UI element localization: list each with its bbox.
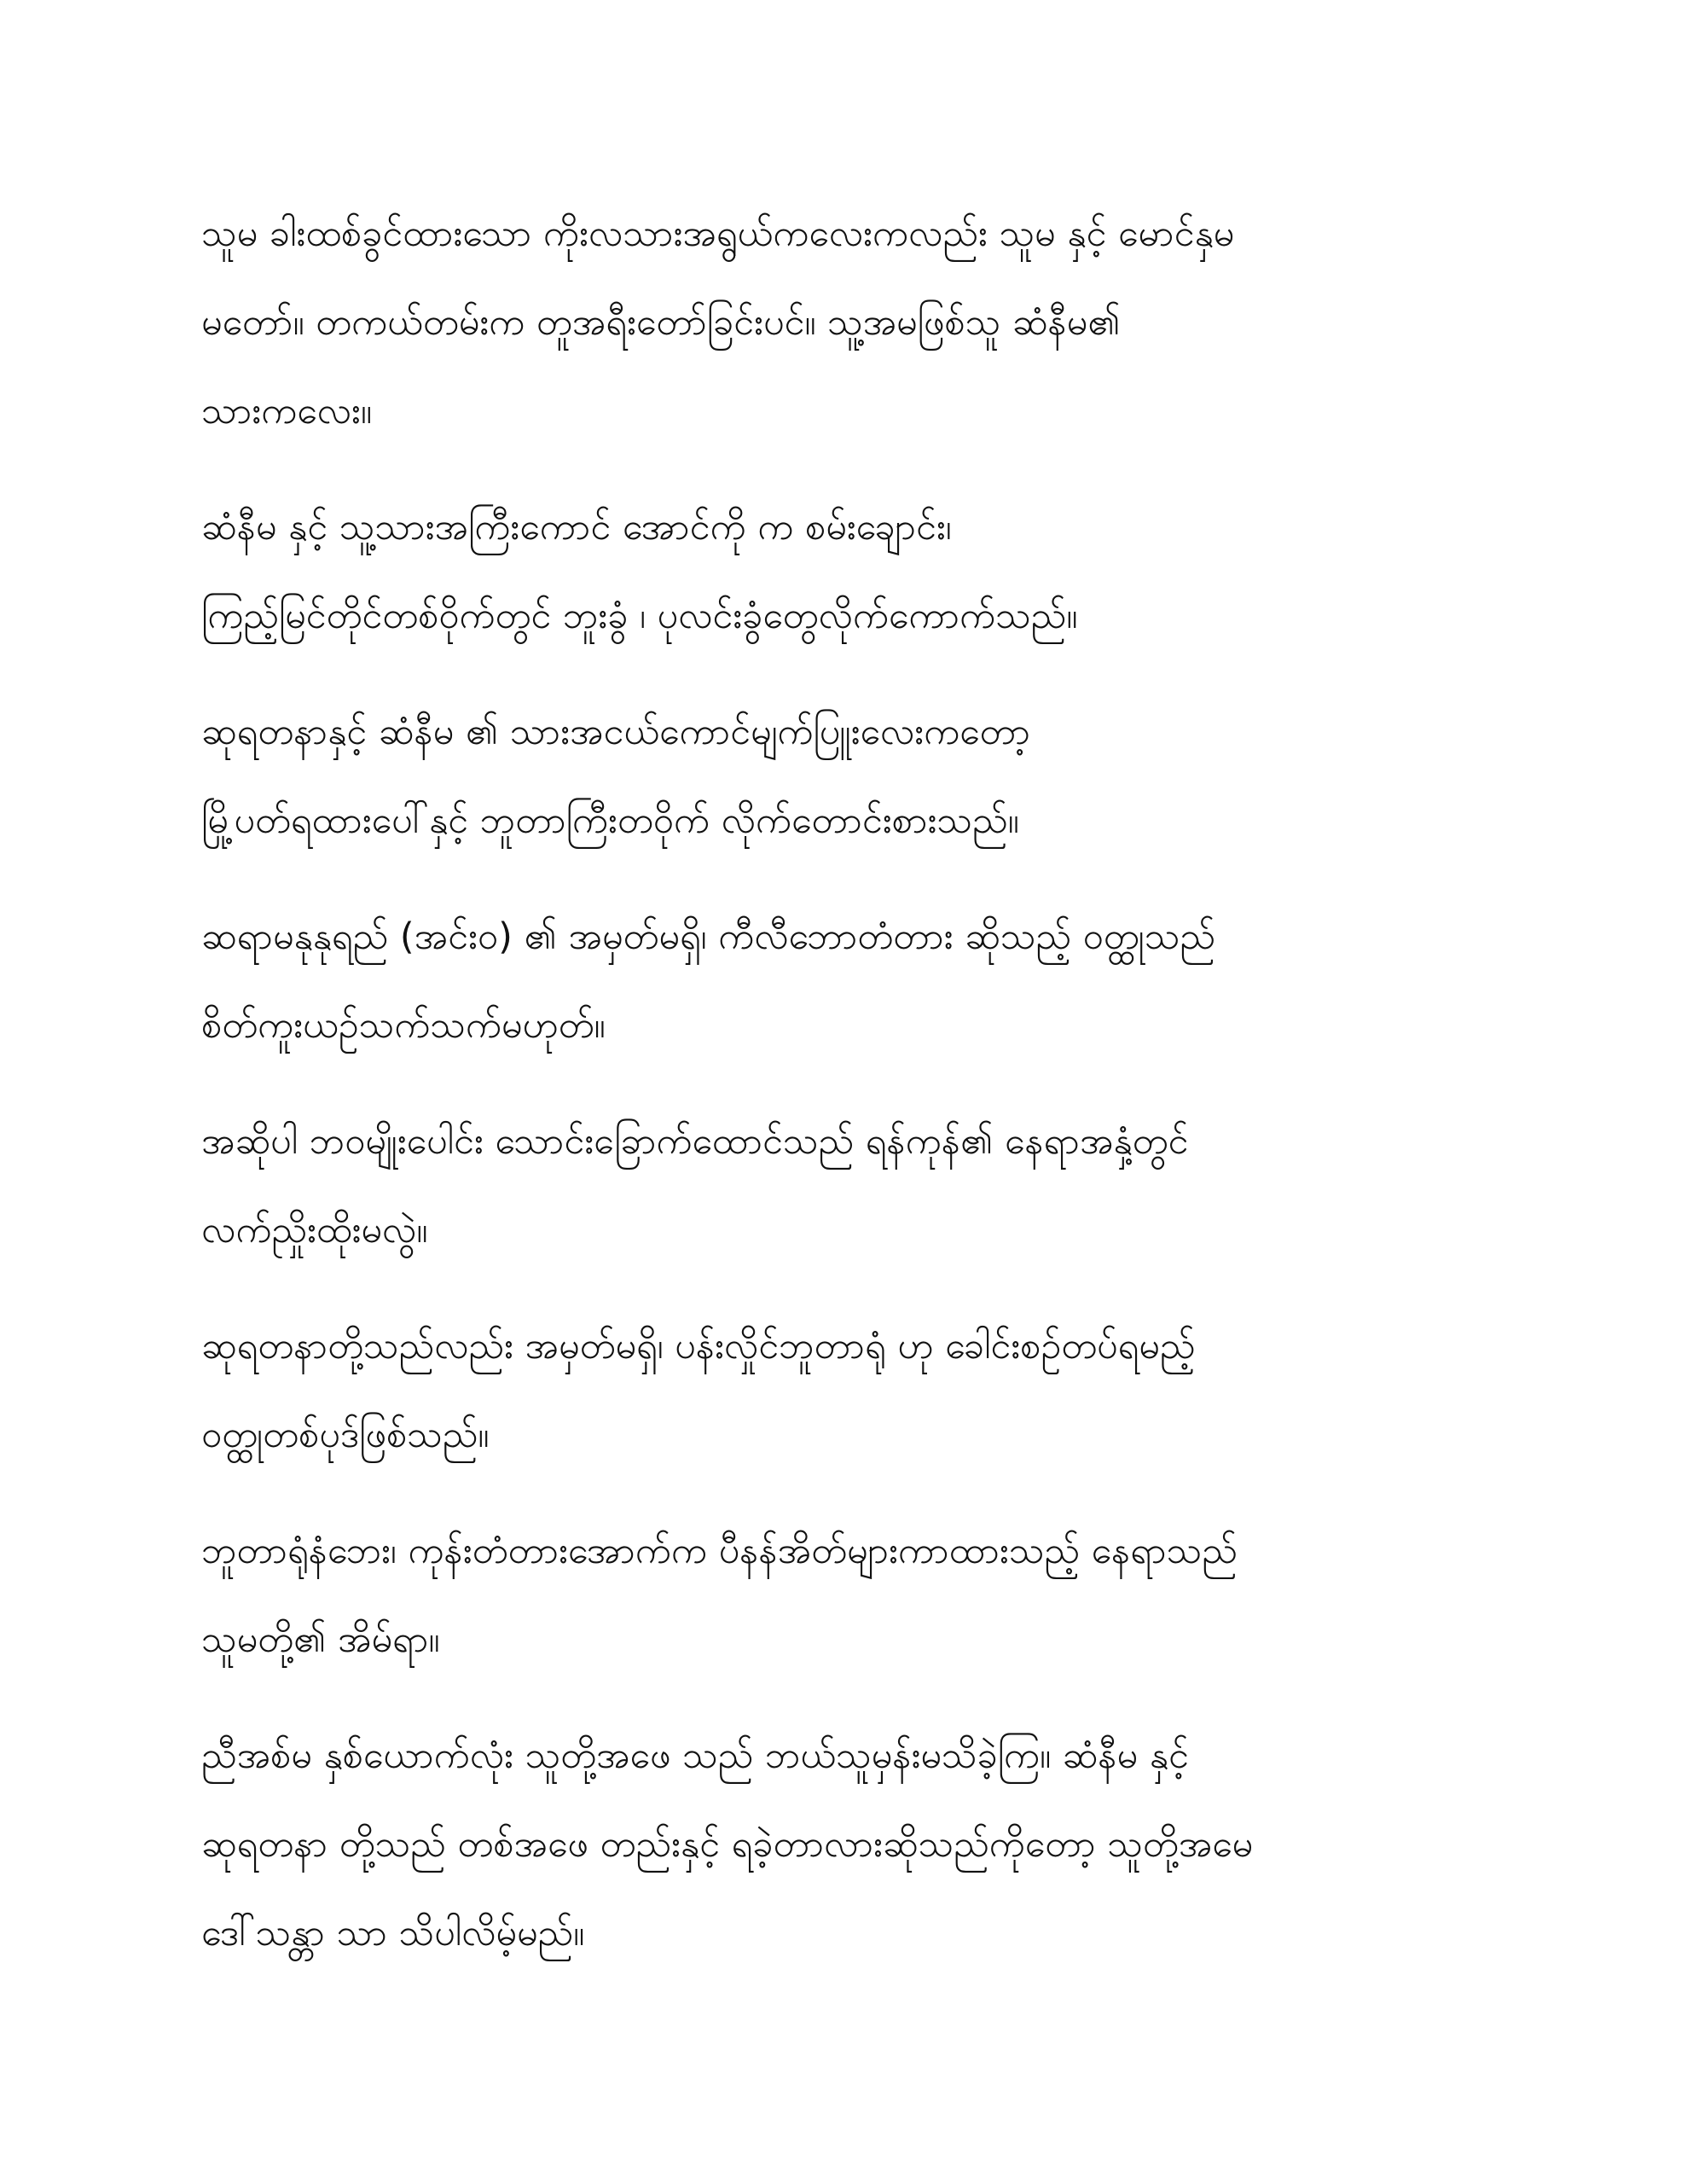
paragraph-5 [201, 1097, 1498, 1275]
text-line: သူမ ခါးထစ်ခွင်ထားသော ကိုးလသားအရွယ်ကလေးကလည်း သူမ နှင့် မောင်နှမ [201, 212, 1235, 255]
paragraph-8 [201, 1711, 1498, 1978]
text-line: ဆုရတနာ တို့သည် တစ်အဖေ တည်းနှင့် ရခဲ့တာလားဆိုသည်ကိုတော့ သူတို့အမေ [201, 1823, 1254, 1866]
text-line: ကြည့်မြင်တိုင်တစ်ဝိုက်တွင် ဘူးခွံ ၊ ပုလင်းခွံတွေလိုက်ကောက်သည်။ [201, 595, 1078, 637]
text-line: လက်ညှိုးထိုးမလွဲ။ [201, 1209, 428, 1252]
text-line: စိတ်ကူးယဉ်သက်သက်မဟုတ်။ [201, 1004, 606, 1047]
text-line: ဆုရတနာတို့သည်လည်း အမှတ်မရှိ၊ ပန်းလှိုင်ဘူတာရုံ ဟု ခေါင်းစဉ်တပ်ရမည့် [201, 1325, 1196, 1368]
text-line: အဆိုပါ ဘဝမျိုးပေါင်း သောင်းခြောက်ထောင်သည် ရန်ကုန်၏ နေရာအနှံ့တွင် [201, 1120, 1189, 1163]
text-line: ဆရာမနုနုရည် (အင်း၀) ၏ အမှတ်မရှိ၊ ကီလီဘောတံတား ဆိုသည့် ဝတ္ထုသည် [201, 915, 1215, 958]
text-line: မြို့ပတ်ရထားပေါ်နှင့် ဘူတာကြီးတဝိုက် လိုက်တောင်းစားသည်။ [201, 799, 1019, 842]
paragraph-7 [201, 1507, 1498, 1684]
paragraph-2 [201, 483, 1498, 660]
text-line: ဝတ္ထုတစ်ပုဒ်ဖြစ်သည်။ [201, 1414, 490, 1456]
text-line: ဘူတာရုံနံဘေး၊ ကုန်းတံတားအောက်က ပီနန်အိတ်များကာထားသည့် နေရာသည် [201, 1530, 1238, 1572]
text-line: ဒေါ်သန္တာ သာ သိပါလိမ့်မည်။ [201, 1912, 585, 1955]
text-line: သားကလေး။ [201, 390, 372, 433]
paragraph-4 [201, 892, 1498, 1070]
paragraph-6 [201, 1302, 1498, 1479]
text-line: ဆံနီမ နှင့် သူ့သားအကြီးကောင် အောင်ကို က စမ်းချောင်း၊ [201, 506, 952, 549]
text-line: မတော်။ တကယ်တမ်းက တူအရီးတော်ခြင်းပင်။ သူ့အမဖြစ်သူ ဆံနီမ၏ [201, 301, 1121, 344]
text-line: ညီအစ်မ နှစ်ယောက်လုံး သူတို့အဖေ သည် ဘယ်သူမှန်းမသိခဲ့ကြ။ ဆံနီမ နှင့် [201, 1734, 1189, 1777]
text-line: ဆုရတနာနှင့် ဆံနီမ ၏ သားအငယ်ကောင်မျက်ပြူးလေးကတော့ [201, 711, 1031, 753]
paragraph-3 [201, 688, 1498, 865]
paragraph-1 [201, 189, 1498, 456]
text-line: သူမတို့၏ အိမ်ရာ။ [201, 1618, 440, 1661]
body-text [201, 189, 1498, 2005]
